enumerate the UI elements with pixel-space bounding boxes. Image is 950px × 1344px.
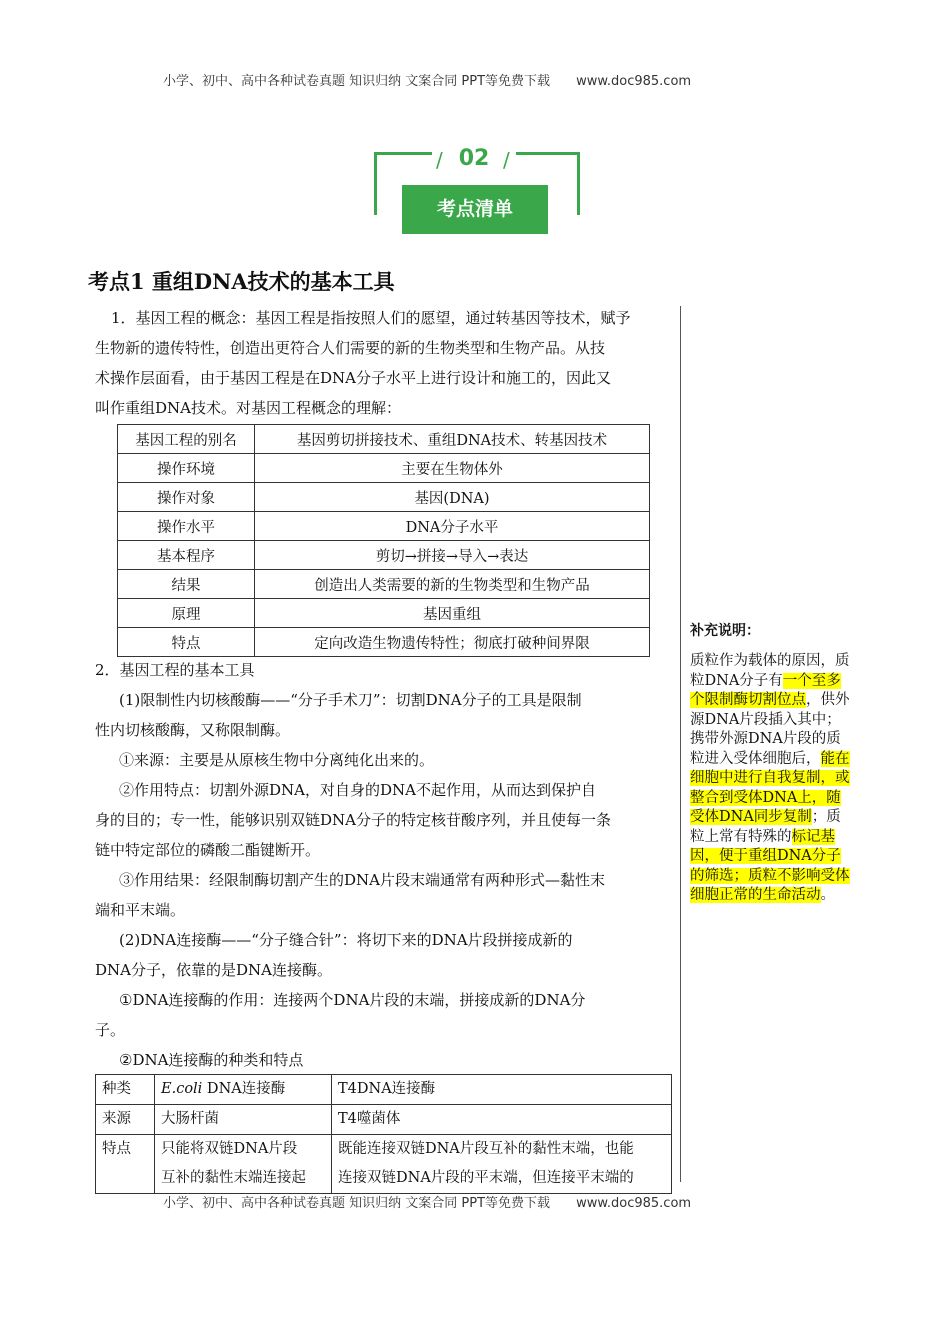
badge-slash-right: / xyxy=(503,148,510,172)
table-cell: 剪切→拼接→导入→表达 xyxy=(255,541,650,570)
table-cell: 创造出人类需要的新的生物类型和生物产品 xyxy=(255,570,650,599)
table-cell: 特点 xyxy=(118,628,255,657)
table-cell: 操作环境 xyxy=(118,454,255,483)
badge-slash-left: / xyxy=(436,148,443,172)
body-line: 端和平末端。 xyxy=(95,901,186,919)
table-cell: 操作水平 xyxy=(118,512,255,541)
body-line: (1)限制性内切核酸酶——“分子手术刀”：切割DNA分子的工具是限制 xyxy=(119,691,582,709)
side-note-title: 补充说明： xyxy=(690,623,760,639)
table-cell xyxy=(155,1135,332,1194)
section2-heading: 2．基因工程的基本工具 xyxy=(95,661,255,679)
intro-line: 生物新的遗传特性，创造出更符合人们需要的新的生物类型和生物产品。从技 xyxy=(95,339,606,357)
side-note-text xyxy=(690,652,854,906)
table-cell: 基因工程的别名 xyxy=(118,425,255,454)
table-row xyxy=(96,1075,672,1105)
table-cell xyxy=(332,1135,672,1194)
table-cell: 主要在生物体外 xyxy=(255,454,650,483)
ecoli-italic: E.coli xyxy=(161,1081,203,1097)
cell-line: 互补的黏性末端连接起 xyxy=(161,1170,306,1186)
intro-line: 术操作层面看，由于基因工程是在DNA分子水平上进行设计和施工的，因此又 xyxy=(95,369,611,387)
table-row xyxy=(118,570,650,599)
concept-table xyxy=(117,424,650,657)
body-line: 身的目的；专一性，能够识别双链DNA分子的特定核苷酸序列，并且使每一条 xyxy=(95,811,611,829)
table-cell: DNA分子水平 xyxy=(255,512,650,541)
table-cell: 大肠杆菌 xyxy=(155,1105,332,1135)
body-line: 子。 xyxy=(95,1021,126,1039)
side-segment-highlight: 标记基因，便于重组DNA分子的筛选 xyxy=(690,828,841,884)
body-line: ②作用特点：切割外源DNA，对自身的DNA不起作用，从而达到保护自 xyxy=(119,781,596,799)
body-line: ②DNA连接酶的种类和特点 xyxy=(119,1051,304,1069)
table-row xyxy=(118,541,650,570)
cell-line: 连接双链DNA片段的平末端，但连接平末端的 xyxy=(338,1170,634,1186)
table-cell: 基因剪切拼接技术、重组DNA技术、转基因技术 xyxy=(255,425,650,454)
column-divider xyxy=(680,306,681,1182)
table-cell: 特点 xyxy=(96,1135,155,1194)
intro-paragraph xyxy=(95,303,679,423)
table-row xyxy=(118,483,650,512)
table-cell: 种类 xyxy=(96,1075,155,1105)
table-cell: 来源 xyxy=(96,1105,155,1135)
side-segment-highlight: ；质粒不影响受体细胞正常的生命活动 xyxy=(690,867,850,903)
table-cell: 结果 xyxy=(118,570,255,599)
table-cell: T4DNA连接酶 xyxy=(332,1075,672,1105)
section-title: 考点1 重组DNA技术的基本工具 xyxy=(88,269,395,294)
cell-line: 只能将双链DNA片段 xyxy=(161,1141,298,1157)
table-cell xyxy=(155,1075,332,1105)
body-line: (2)DNA连接酶——“分子缝合针”：将切下来的DNA片段拼接成新的 xyxy=(119,931,573,949)
page-footer xyxy=(163,1192,691,1211)
table-cell: 基本程序 xyxy=(118,541,255,570)
body-line: ③作用结果：经限制酶切割产生的DNA片段末端通常有两种形式—黏性末 xyxy=(119,871,605,889)
page-header xyxy=(163,70,691,89)
table-row xyxy=(118,454,650,483)
table-cell: 基因重组 xyxy=(255,599,650,628)
badge-label: 考点清单 xyxy=(402,185,548,234)
header-site: www.doc985.com xyxy=(576,74,692,89)
side-segment-highlight: 一个至多个限制酶切割位点 xyxy=(690,672,841,708)
body-line: ①DNA连接酶的作用：连接两个DNA片段的末端，拼接成新的DNA分 xyxy=(119,991,586,1009)
table-row xyxy=(96,1135,672,1194)
intro-line: 1．基因工程的概念：基因工程是指按照人们的愿望，通过转基因等技术，赋予 xyxy=(111,309,631,327)
body-line: ①来源：主要是从原核生物中分离纯化出来的。 xyxy=(119,751,435,769)
table-row xyxy=(118,628,650,657)
table-row xyxy=(96,1105,672,1135)
table-cell: 原理 xyxy=(118,599,255,628)
footer-site: www.doc985.com xyxy=(576,1196,692,1211)
table-row xyxy=(118,512,650,541)
body-line: DNA分子，依靠的是DNA连接酶。 xyxy=(95,961,332,979)
body-line: 性内切核酸酶，又称限制酶。 xyxy=(95,721,291,739)
side-segment: 质粒作为载体的原因，质粒DNA分子有 xyxy=(690,653,850,689)
body-line: 链中特定部位的磷酸二酯键断开。 xyxy=(95,841,321,859)
table-row xyxy=(118,599,650,628)
badge-number: 02 xyxy=(458,146,490,171)
ligase-table xyxy=(95,1074,672,1194)
cell-line: 既能连接双链DNA片段互补的黏性末端，也能 xyxy=(338,1141,634,1157)
side-segment: ，供外源DNA片段插入其中；携带外源DNA片段的质粒进入受体细胞后， xyxy=(690,692,850,767)
table-cell: T4噬菌体 xyxy=(332,1105,672,1135)
side-segment: 。 xyxy=(820,887,835,903)
tools-section xyxy=(95,655,679,1075)
ecoli-suffix: DNA连接酶 xyxy=(202,1081,286,1097)
table-row xyxy=(118,425,650,454)
side-segment-highlight: 能在细胞中进行自我复制，或整合到受体DNA上，随受体DNA同步复制 xyxy=(690,750,850,825)
side-segment: ；质粒上常有特殊的 xyxy=(690,809,841,845)
intro-line: 叫作重组DNA技术。对基因工程概念的理解： xyxy=(95,399,401,417)
footer-text: 小学、初中、高中各种试卷真题 知识归纳 文案合同 PPT等免费下载 xyxy=(163,1196,551,1211)
table-cell: 定向改造生物遗传特性；彻底打破种间界限 xyxy=(255,628,650,657)
table-cell: 操作对象 xyxy=(118,483,255,512)
table-cell: 基因(DNA) xyxy=(255,483,650,512)
header-text: 小学、初中、高中各种试卷真题 知识归纳 文案合同 PPT等免费下载 xyxy=(163,74,551,89)
